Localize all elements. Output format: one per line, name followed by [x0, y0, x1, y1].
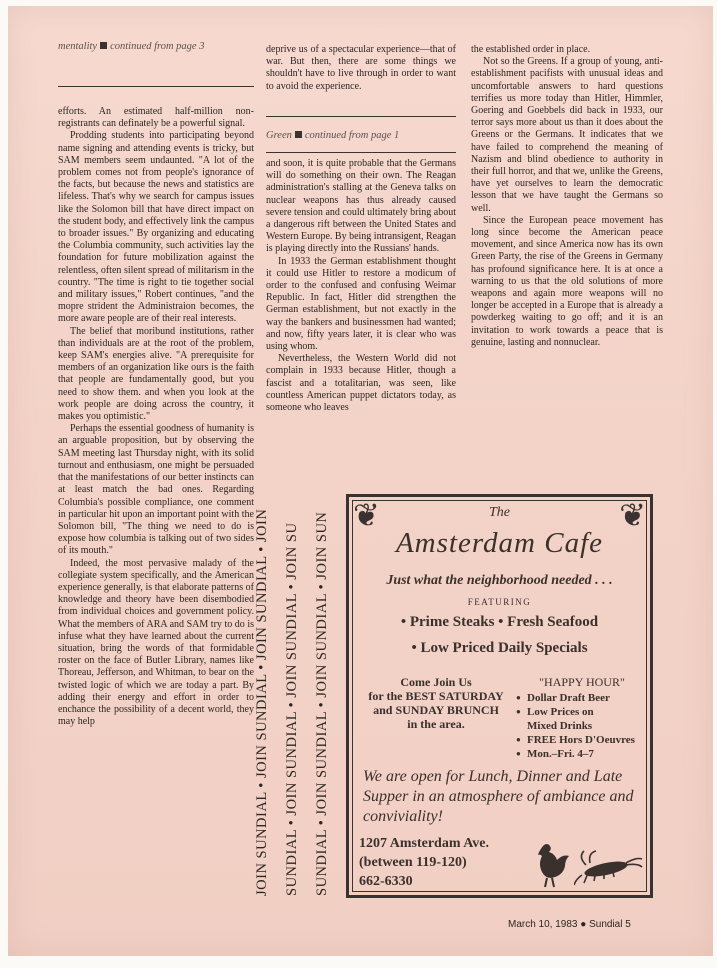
ad-brunch-block — [361, 675, 511, 731]
strip-text: JOIN SUNDIAL • JOIN SUNDIAL • JOIN SUNDIAL • JOIN — [254, 508, 270, 896]
ad-happy-hour-item: ● Dollar Draft Beer — [517, 691, 647, 705]
ad-happy-hour-item: ● FREE Hors D'Oeuvres — [517, 733, 647, 747]
divider-rule — [58, 86, 254, 87]
continued-from-label: continued from page 1 — [304, 130, 400, 141]
divider-rule — [266, 152, 456, 153]
ad-cafe-name: Amsterdam Cafe — [395, 527, 604, 559]
ornament-corner-icon: ❦ — [353, 497, 380, 533]
ad-happy-hour-block — [517, 675, 647, 761]
ad-feature-line-2: • Low Priced Daily Specials — [411, 640, 588, 656]
column-2-header — [266, 130, 456, 142]
ad-brunch-line: in the area. — [407, 717, 465, 731]
ornament-corner-icon: ❦ — [619, 497, 646, 533]
join-sundial-strip-2 — [283, 476, 303, 896]
ad-brunch-line: Come Join Us — [400, 675, 472, 689]
paragraph: the established order in place. — [471, 44, 591, 55]
amsterdam-cafe-ad — [346, 494, 653, 898]
paragraph: Since the European peace movement has long since become the American peace movement, and since America now has its own Green Party, the rise of the Greens in Germany has profound significance here. It is at once a warning to us that the old solutions of more weapons and again more weapons will no longer be accepted in a Europe that is already a powderkeg waiting to go off; and it is an invitation to work towards a peace that is genuine, lasting and nonnuclear. — [471, 214, 663, 348]
ad-happy-hour-item: Mixed Drinks — [527, 720, 593, 732]
ad-address — [359, 834, 489, 891]
rooster-icon — [529, 842, 571, 888]
paragraph: Indeed, the most pervasive malady of the collegiate system specifically, and the American experience generally, is that elaborate patterns of knowledge and theory have been disembodied from individual choices and government policy. What the members of ARA and SAM try to do is infuse what they have learned about the current situation, bring the words of that formidable roster on the face of Butler Library, names like Thoreau, Jefferson, and Whitman, to bear on the twisted logic of which we are today a part. By adding their energy and effort in order to enchance the possibility of a decent world, they may help — [58, 557, 254, 728]
paragraph: Not so the Greens. If a group of young, anti-establishment pacifists with unusual ideas and uncomfortable answers to hard questions terrifies us more today than Hitler, Himmler, Goering and Goebbels did back in 1933, our terror says more about us than it does about the Greens or the Germans. It indicates that we have failed to comprehend the meaning of Nazism and blind obedience to authority in their full horror, and that we, unlike the Greens, have yet ourselves to learn the democratic lesson that we have taught the Germans so well. — [471, 56, 663, 214]
column-2-top — [266, 44, 456, 93]
column-1 — [58, 41, 254, 53]
ad-the: The — [489, 505, 510, 520]
ad-address-line: 1207 Amsterdam Ave. — [359, 836, 489, 851]
ad-happy-hour-item: ● Mon.–Fri. 4–7 — [517, 747, 647, 761]
column-1-body — [58, 106, 254, 728]
square-bullet-icon — [100, 42, 107, 49]
ad-happy-hour-title: "HAPPY HOUR" — [539, 675, 625, 689]
ad-address-line: (between 119-120) — [359, 855, 467, 870]
continued-from-label: continued from page 3 — [110, 41, 205, 52]
paragraph: Perhaps the essential goodness of humanity is an arguable proposition, but by observing the SAM meeting last Thursday night, with its solid turnout and enthusiasm, one might be persuaded that the manifestations of our better instincts can at least match the bad ones. Regarding Columbia's possible compliance, one comment in particular hit upon an important point with the Solomon bill, "The thing we need to do is expose how columbia is talking out of two sides of its mouth." — [58, 423, 254, 557]
ad-happy-hour-item: ● Low Prices on — [517, 705, 647, 719]
ad-phone: 662-6330 — [359, 874, 413, 889]
ad-brunch-line: and SUNDAY BRUNCH — [373, 703, 499, 717]
paragraph: efforts. An estimated half-million non-registrants can definately be a powerful signal. — [58, 106, 254, 130]
paragraph: Nevertheless, the Western World did not complain in 1933 because Hitler, though a fascist and a totalitarian, was seen, like countless American puppet dictators today, as someone who leaves — [266, 353, 456, 414]
join-sundial-strip-3 — [313, 476, 333, 896]
ad-tagline: Just what the neighborhood needed . . . — [386, 573, 613, 588]
continuation-word: Green — [266, 130, 292, 141]
newspaper-page — [8, 6, 713, 956]
continuation-header — [266, 130, 456, 142]
ad-open-hours: We are open for Lunch, Dinner and Late Supper in an atmosphere of ambiance and conviviality! — [363, 768, 634, 825]
ad-feature-line-1: • Prime Steaks • Fresh Seafood — [400, 614, 599, 630]
ad-brunch-line: for the BEST SATURDAY — [368, 689, 504, 703]
paragraph: deprive us of a spectacular experience—that of war. But then, there are some things we shouldn't have to live through in order to want to avoid the experience. — [266, 44, 456, 92]
strip-text: SUNDIAL • JOIN SUNDIAL • JOIN SUNDIAL • JOIN SUN — [314, 511, 330, 896]
join-sundial-strip-1 — [253, 476, 273, 896]
paragraph: The belief that moribund institutions, rather than individuals are at the root of the problem, keep SAM's energies alive. "A prerequisite for members of an organization like ours is the faith that people are fundamentally good, but you need to show them. and when you look at the work people are doing across the country, it makes you optimistic." — [58, 325, 254, 423]
page-footer: March 10, 1983 ● Sundial 5 — [508, 919, 631, 930]
lobster-icon — [574, 847, 644, 887]
paragraph: and soon, it is quite probable that the Germans will do something on their own. The Reagan administration's stalling at the Geneva talks on nuclear weapons has thus already caused severe tension and could ultimately bring about a dangerous rift between the United States and Western Europe. By being intransigent, Reagan is playing directly into the Russians' hands. — [266, 158, 456, 255]
strip-text: SUNDIAL • JOIN SUNDIAL • JOIN SUNDIAL • JOIN SU — [284, 522, 300, 896]
column-2-body — [266, 158, 456, 414]
paragraph: In 1933 the German establishment thought it could use Hitler to restore a modicum of order to the confused and confusing Weimar Republic. In fact, Hitler did strengthen the German establishment, but not exactly in the way the bankers and businessmen had wanted; and now, fifty years later, it is clear who was using whom. — [266, 255, 456, 353]
ad-featuring: FEATURING — [467, 597, 532, 607]
continuation-word: mentality — [58, 41, 98, 52]
column-3-body — [471, 44, 663, 349]
square-bullet-icon — [295, 131, 302, 138]
paragraph: Prodding students into participating beyond name signing and attending events is tricky, but SAM members seem undaunted. "A lot of the problem comes not from people's ignorance of the facts, but because the news and statistics are lifeless. That's why we search for campus issues like the Solomon bill that have direct impact on the student body, and effectively link the campus to broader issues." By organizing and educating the Columbia community, such activities lay the foundation for future mobilization against the relentless, often silent spread of militarism in the country. "The time is right to tie together social and military issues," Robert continues, "and the mopre strident the Administraion becomes, the more aware people are of their real interests. — [58, 130, 254, 325]
divider-rule — [266, 116, 456, 117]
continuation-header — [58, 41, 254, 53]
